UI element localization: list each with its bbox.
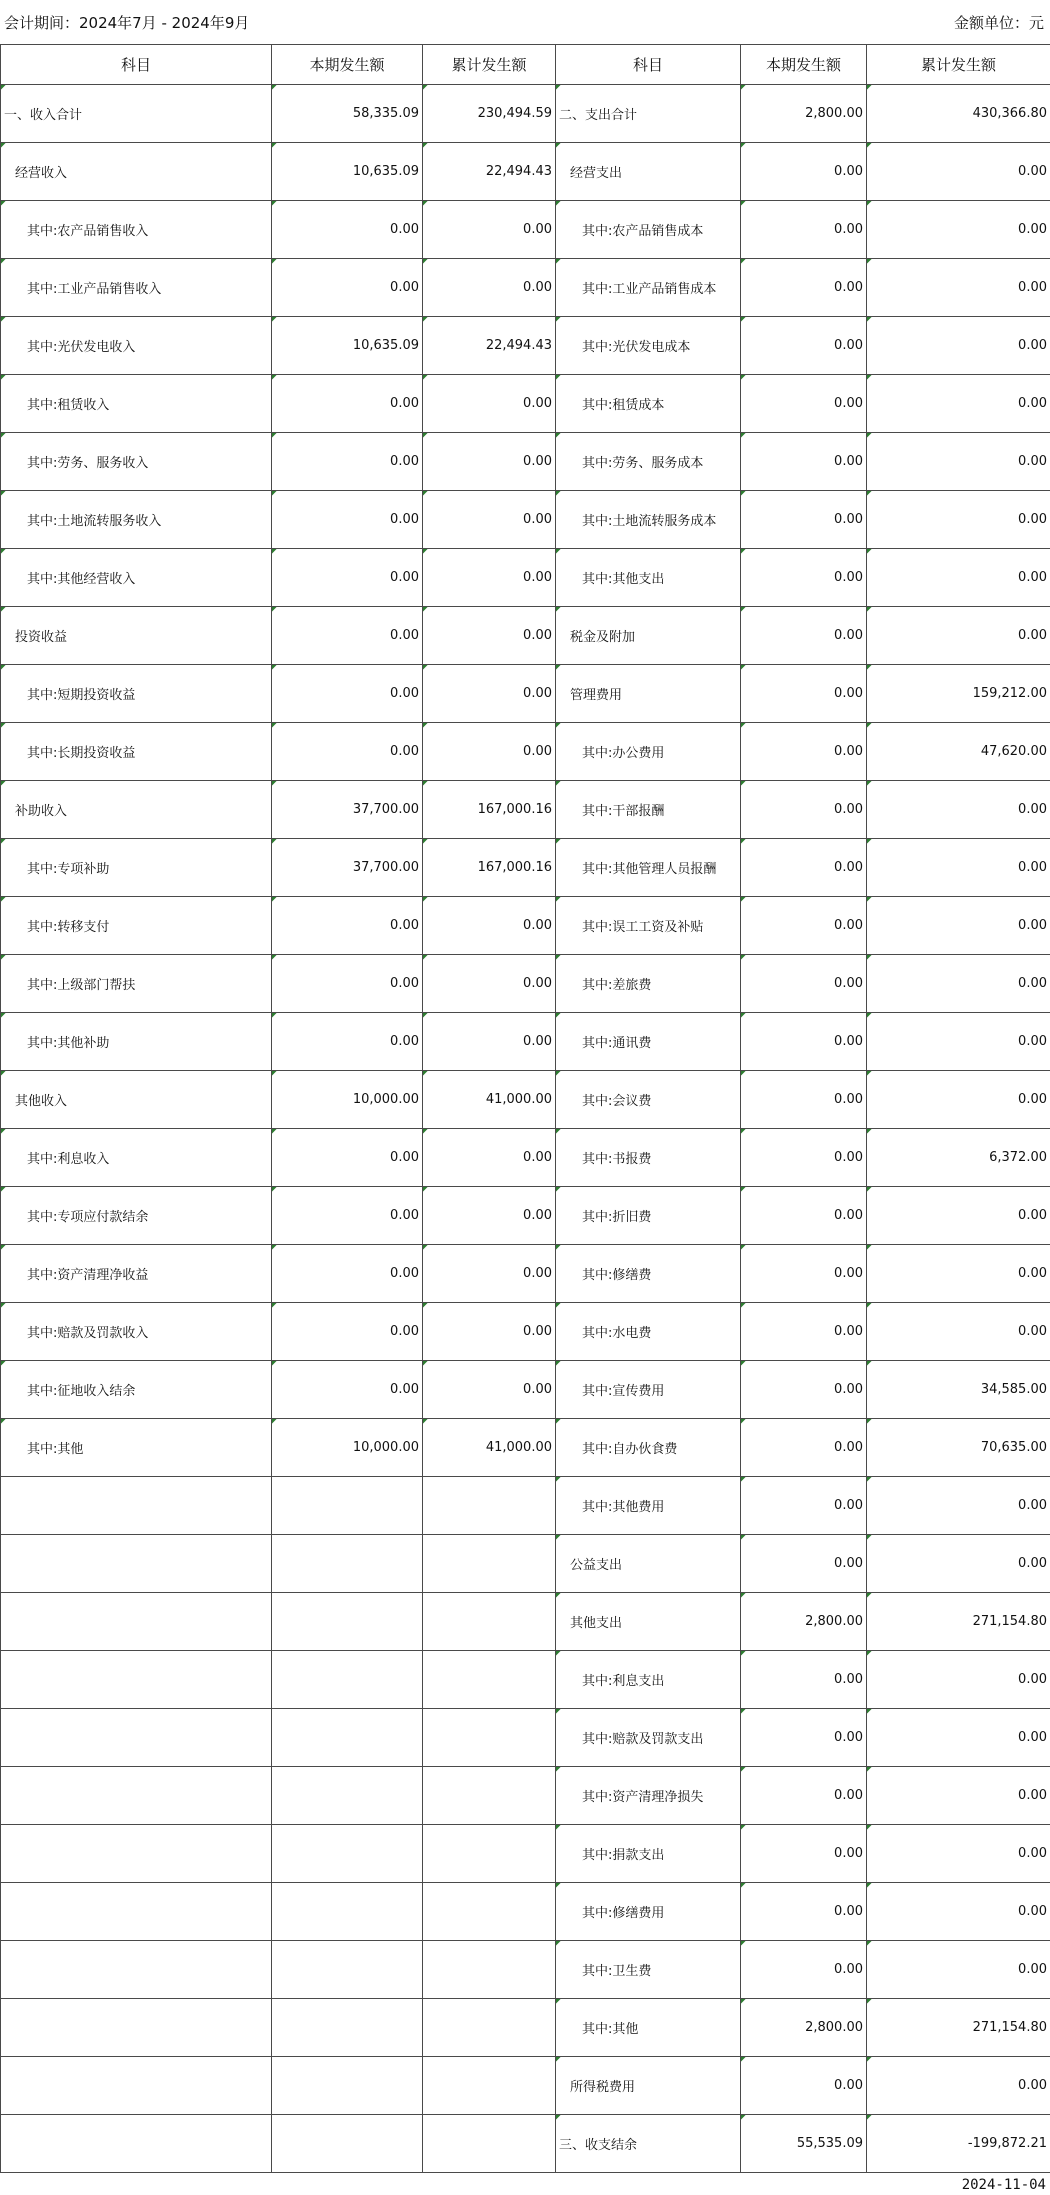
expense-subject-cell: 其中:其他费用 [556,1477,741,1535]
expense-current-amount-cell: 55,535.09 [741,2115,867,2173]
expense-cumulative-amount-cell: 0.00 [867,955,1050,1013]
income-current-amount-cell [272,1593,423,1651]
income-subject-cell: 经营收入 [1,143,272,201]
column-header-subject: 科目 [556,45,741,85]
income-current-amount-cell [272,1825,423,1883]
expense-subject-cell: 其中:其他管理人员报酬 [556,839,741,897]
income-cumulative-amount-cell: 0.00 [423,375,556,433]
income-cumulative-amount-cell [423,1941,556,1999]
income-current-amount-cell: 0.00 [272,1245,423,1303]
income-subject-cell [1,2115,272,2173]
expense-subject-cell: 经营支出 [556,143,741,201]
table-row [1,1129,1050,1187]
expense-current-amount-cell: 0.00 [741,1071,867,1129]
table-row [1,723,1050,781]
expense-subject-cell: 其中:通讯费 [556,1013,741,1071]
expense-subject-cell: 其中:干部报酬 [556,781,741,839]
expense-current-amount-cell: 0.00 [741,897,867,955]
income-current-amount-cell: 0.00 [272,201,423,259]
income-current-amount-cell: 0.00 [272,955,423,1013]
expense-current-amount-cell: 0.00 [741,723,867,781]
expense-current-amount-cell: 0.00 [741,375,867,433]
income-subject-cell: 其中:专项补助 [1,839,272,897]
income-subject-cell: 其中:土地流转服务收入 [1,491,272,549]
expense-cumulative-amount-cell: 0.00 [867,433,1050,491]
expense-cumulative-amount-cell: 0.00 [867,897,1050,955]
expense-subject-cell: 其中:折旧费 [556,1187,741,1245]
income-current-amount-cell [272,1767,423,1825]
income-cumulative-amount-cell: 0.00 [423,549,556,607]
table-row [1,549,1050,607]
income-subject-cell [1,1883,272,1941]
income-subject-cell: 其中:利息收入 [1,1129,272,1187]
income-current-amount-cell: 0.00 [272,607,423,665]
expense-current-amount-cell: 0.00 [741,1825,867,1883]
table-header-row [1,45,1050,85]
income-subject-cell [1,1593,272,1651]
column-header-current-period: 本期发生额 [741,45,867,85]
expense-cumulative-amount-cell: 0.00 [867,1071,1050,1129]
income-cumulative-amount-cell [423,1477,556,1535]
table-row [1,491,1050,549]
expense-subject-cell: 其中:利息支出 [556,1651,741,1709]
expense-subject-cell: 其中:自办伙食费 [556,1419,741,1477]
table-row [1,433,1050,491]
income-current-amount-cell: 58,335.09 [272,85,423,143]
expense-cumulative-amount-cell: 0.00 [867,549,1050,607]
table-row [1,1245,1050,1303]
expense-cumulative-amount-cell: 0.00 [867,2057,1050,2115]
income-current-amount-cell [272,2115,423,2173]
expense-subject-cell: 其他支出 [556,1593,741,1651]
expense-cumulative-amount-cell: 0.00 [867,375,1050,433]
income-cumulative-amount-cell: 22,494.43 [423,143,556,201]
income-current-amount-cell [272,1477,423,1535]
expense-current-amount-cell: 0.00 [741,1767,867,1825]
income-current-amount-cell: 37,700.00 [272,839,423,897]
income-subject-cell [1,1709,272,1767]
income-subject-cell: 其中:租赁收入 [1,375,272,433]
income-cumulative-amount-cell: 0.00 [423,1129,556,1187]
table-row [1,1535,1050,1593]
expense-subject-cell: 税金及附加 [556,607,741,665]
expense-cumulative-amount-cell: 0.00 [867,1767,1050,1825]
expense-subject-cell: 其中:修缮费 [556,1245,741,1303]
expense-current-amount-cell: 0.00 [741,839,867,897]
report-header [0,0,1050,44]
income-cumulative-amount-cell [423,1883,556,1941]
expense-cumulative-amount-cell: 0.00 [867,1651,1050,1709]
expense-current-amount-cell: 0.00 [741,1535,867,1593]
income-current-amount-cell: 0.00 [272,549,423,607]
table-row [1,85,1050,143]
income-subject-cell: 一、收入合计 [1,85,272,143]
table-row [1,2057,1050,2115]
income-cumulative-amount-cell [423,1535,556,1593]
income-cumulative-amount-cell: 0.00 [423,259,556,317]
expense-cumulative-amount-cell: 0.00 [867,781,1050,839]
expense-current-amount-cell: 0.00 [741,1419,867,1477]
income-current-amount-cell [272,1999,423,2057]
income-cumulative-amount-cell: 0.00 [423,723,556,781]
income-current-amount-cell: 0.00 [272,1129,423,1187]
table-row [1,1303,1050,1361]
expense-current-amount-cell: 2,800.00 [741,1593,867,1651]
expense-cumulative-amount-cell: 0.00 [867,1477,1050,1535]
table-row [1,781,1050,839]
expense-current-amount-cell: 0.00 [741,259,867,317]
income-subject-cell: 其中:劳务、服务收入 [1,433,272,491]
income-subject-cell: 其中:农产品销售收入 [1,201,272,259]
income-current-amount-cell: 0.00 [272,1013,423,1071]
expense-subject-cell: 其中:土地流转服务成本 [556,491,741,549]
income-subject-cell [1,1535,272,1593]
table-row [1,1187,1050,1245]
income-subject-cell: 其中:上级部门帮扶 [1,955,272,1013]
expense-subject-cell: 其中:水电费 [556,1303,741,1361]
expense-subject-cell: 所得税费用 [556,2057,741,2115]
currency-unit: 金额单位：元 [953,14,1044,32]
expense-cumulative-amount-cell: 0.00 [867,1825,1050,1883]
table-row [1,1999,1050,2057]
column-header-cumulative: 累计发生额 [423,45,556,85]
column-header-current-period: 本期发生额 [272,45,423,85]
table-row [1,1767,1050,1825]
expense-cumulative-amount-cell: 159,212.00 [867,665,1050,723]
income-cumulative-amount-cell: 41,000.00 [423,1071,556,1129]
column-header-subject: 科目 [1,45,272,85]
expense-current-amount-cell: 0.00 [741,1651,867,1709]
expense-cumulative-amount-cell: 271,154.80 [867,1999,1050,2057]
income-current-amount-cell [272,1709,423,1767]
print-date: 2024-11-04 [961,2177,1046,2193]
income-cumulative-amount-cell: 0.00 [423,1245,556,1303]
expense-cumulative-amount-cell: 6,372.00 [867,1129,1050,1187]
table-row [1,1883,1050,1941]
table-row [1,1477,1050,1535]
expense-subject-cell: 其中:差旅费 [556,955,741,1013]
expense-current-amount-cell: 0.00 [741,491,867,549]
table-row [1,143,1050,201]
expense-cumulative-amount-cell: 0.00 [867,1709,1050,1767]
income-current-amount-cell: 0.00 [272,491,423,549]
expense-current-amount-cell: 0.00 [741,549,867,607]
income-subject-cell: 其中:征地收入结余 [1,1361,272,1419]
income-subject-cell: 其中:其他经营收入 [1,549,272,607]
income-subject-cell [1,1651,272,1709]
expense-current-amount-cell: 0.00 [741,1883,867,1941]
income-cumulative-amount-cell: 0.00 [423,897,556,955]
table-body [1,85,1050,2173]
income-cumulative-amount-cell: 0.00 [423,201,556,259]
expense-current-amount-cell: 0.00 [741,781,867,839]
income-cumulative-amount-cell: 0.00 [423,433,556,491]
income-current-amount-cell: 0.00 [272,433,423,491]
income-current-amount-cell: 0.00 [272,259,423,317]
income-cumulative-amount-cell: 0.00 [423,1187,556,1245]
expense-subject-cell: 其中:书报费 [556,1129,741,1187]
table-row [1,375,1050,433]
expense-cumulative-amount-cell: 0.00 [867,1303,1050,1361]
expense-cumulative-amount-cell: 0.00 [867,1013,1050,1071]
expense-cumulative-amount-cell: 0.00 [867,607,1050,665]
income-cumulative-amount-cell: 0.00 [423,1361,556,1419]
table-row [1,1419,1050,1477]
expense-current-amount-cell: 2,800.00 [741,1999,867,2057]
table-row [1,607,1050,665]
expense-current-amount-cell: 0.00 [741,2057,867,2115]
expense-current-amount-cell: 0.00 [741,1245,867,1303]
expense-subject-cell: 其中:光伏发电成本 [556,317,741,375]
expense-cumulative-amount-cell: 0.00 [867,1245,1050,1303]
income-current-amount-cell: 0.00 [272,665,423,723]
expense-current-amount-cell: 0.00 [741,955,867,1013]
expense-subject-cell: 公益支出 [556,1535,741,1593]
expense-current-amount-cell: 0.00 [741,1709,867,1767]
income-cumulative-amount-cell: 230,494.59 [423,85,556,143]
table-row [1,1651,1050,1709]
income-current-amount-cell: 10,000.00 [272,1419,423,1477]
income-current-amount-cell: 37,700.00 [272,781,423,839]
income-subject-cell: 其中:其他 [1,1419,272,1477]
expense-subject-cell: 其中:捐款支出 [556,1825,741,1883]
income-subject-cell: 其中:短期投资收益 [1,665,272,723]
expense-cumulative-amount-cell: 70,635.00 [867,1419,1050,1477]
table-row [1,201,1050,259]
income-current-amount-cell: 0.00 [272,1187,423,1245]
table-row [1,1593,1050,1651]
income-cumulative-amount-cell [423,2115,556,2173]
income-subject-cell [1,1477,272,1535]
column-header-cumulative: 累计发生额 [867,45,1050,85]
expense-current-amount-cell: 0.00 [741,1303,867,1361]
expense-cumulative-amount-cell: -199,872.21 [867,2115,1050,2173]
table-row [1,259,1050,317]
expense-subject-cell: 二、支出合计 [556,85,741,143]
expense-subject-cell: 其中:工业产品销售成本 [556,259,741,317]
table-row [1,1361,1050,1419]
income-cumulative-amount-cell [423,1999,556,2057]
expense-cumulative-amount-cell: 271,154.80 [867,1593,1050,1651]
expense-current-amount-cell: 0.00 [741,433,867,491]
expense-cumulative-amount-cell: 0.00 [867,1941,1050,1999]
income-subject-cell: 其中:其他补助 [1,1013,272,1071]
expense-current-amount-cell: 0.00 [741,607,867,665]
income-current-amount-cell [272,2057,423,2115]
income-current-amount-cell: 10,635.09 [272,317,423,375]
income-cumulative-amount-cell [423,1709,556,1767]
table-row [1,2115,1050,2173]
expense-current-amount-cell: 0.00 [741,1941,867,1999]
expense-cumulative-amount-cell: 0.00 [867,143,1050,201]
expense-cumulative-amount-cell: 47,620.00 [867,723,1050,781]
income-cumulative-amount-cell: 22,494.43 [423,317,556,375]
expense-current-amount-cell: 0.00 [741,201,867,259]
income-cumulative-amount-cell: 0.00 [423,491,556,549]
table-row [1,1825,1050,1883]
expense-subject-cell: 其中:办公费用 [556,723,741,781]
expense-current-amount-cell: 0.00 [741,1361,867,1419]
income-current-amount-cell: 0.00 [272,1303,423,1361]
expense-subject-cell: 其中:其他 [556,1999,741,2057]
income-subject-cell: 其中:专项应付款结余 [1,1187,272,1245]
expense-cumulative-amount-cell: 34,585.00 [867,1361,1050,1419]
income-subject-cell: 其中:赔款及罚款收入 [1,1303,272,1361]
income-cumulative-amount-cell [423,2057,556,2115]
income-current-amount-cell: 0.00 [272,723,423,781]
income-subject-cell: 其中:工业产品销售收入 [1,259,272,317]
table-row [1,1941,1050,1999]
income-cumulative-amount-cell: 0.00 [423,1303,556,1361]
expense-subject-cell: 其中:租赁成本 [556,375,741,433]
expense-cumulative-amount-cell: 0.00 [867,839,1050,897]
expense-subject-cell: 其中:误工工资及补贴 [556,897,741,955]
income-current-amount-cell [272,1883,423,1941]
income-cumulative-amount-cell [423,1825,556,1883]
table-row [1,1071,1050,1129]
income-cumulative-amount-cell: 0.00 [423,1013,556,1071]
expense-subject-cell: 其中:修缮费用 [556,1883,741,1941]
expense-cumulative-amount-cell: 430,366.80 [867,85,1050,143]
income-cumulative-amount-cell: 0.00 [423,665,556,723]
income-subject-cell: 其中:光伏发电收入 [1,317,272,375]
income-current-amount-cell: 10,000.00 [272,1071,423,1129]
expense-subject-cell: 其中:赔款及罚款支出 [556,1709,741,1767]
income-cumulative-amount-cell [423,1651,556,1709]
table-row [1,1709,1050,1767]
income-subject-cell [1,1999,272,2057]
income-current-amount-cell [272,1941,423,1999]
table-row [1,897,1050,955]
expense-subject-cell: 其中:资产清理净损失 [556,1767,741,1825]
expense-current-amount-cell: 0.00 [741,1129,867,1187]
income-cumulative-amount-cell: 41,000.00 [423,1419,556,1477]
expense-subject-cell: 其中:劳务、服务成本 [556,433,741,491]
income-cumulative-amount-cell: 167,000.16 [423,781,556,839]
income-subject-cell [1,1825,272,1883]
expense-current-amount-cell: 2,800.00 [741,85,867,143]
expense-cumulative-amount-cell: 0.00 [867,1883,1050,1941]
expense-current-amount-cell: 0.00 [741,317,867,375]
income-cumulative-amount-cell [423,1593,556,1651]
expense-cumulative-amount-cell: 0.00 [867,201,1050,259]
income-subject-cell: 其他收入 [1,1071,272,1129]
income-subject-cell [1,2057,272,2115]
expense-current-amount-cell: 0.00 [741,1187,867,1245]
expense-subject-cell: 其中:会议费 [556,1071,741,1129]
table-row [1,1013,1050,1071]
expense-subject-cell: 三、收支结余 [556,2115,741,2173]
table-row [1,955,1050,1013]
income-cumulative-amount-cell: 0.00 [423,607,556,665]
expense-current-amount-cell: 0.00 [741,1013,867,1071]
income-current-amount-cell: 0.00 [272,375,423,433]
expense-subject-cell: 其中:宣传费用 [556,1361,741,1419]
expense-current-amount-cell: 0.00 [741,665,867,723]
expense-subject-cell: 其中:农产品销售成本 [556,201,741,259]
table-row [1,317,1050,375]
income-cumulative-amount-cell [423,1767,556,1825]
income-current-amount-cell: 0.00 [272,897,423,955]
expense-cumulative-amount-cell: 0.00 [867,259,1050,317]
income-current-amount-cell [272,1535,423,1593]
income-subject-cell: 投资收益 [1,607,272,665]
expense-cumulative-amount-cell: 0.00 [867,491,1050,549]
accounting-period: 会计期间：2024年7月 - 2024年9月 [4,14,250,32]
expense-cumulative-amount-cell: 0.00 [867,1187,1050,1245]
expense-subject-cell: 管理费用 [556,665,741,723]
expense-subject-cell: 其中:卫生费 [556,1941,741,1999]
expense-current-amount-cell: 0.00 [741,143,867,201]
income-current-amount-cell: 10,635.09 [272,143,423,201]
income-cumulative-amount-cell: 0.00 [423,955,556,1013]
income-subject-cell: 其中:转移支付 [1,897,272,955]
income-subject-cell: 其中:资产清理净收益 [1,1245,272,1303]
income-subject-cell [1,1767,272,1825]
expense-cumulative-amount-cell: 0.00 [867,1535,1050,1593]
table-row [1,839,1050,897]
expense-current-amount-cell: 0.00 [741,1477,867,1535]
income-current-amount-cell: 0.00 [272,1361,423,1419]
expense-subject-cell: 其中:其他支出 [556,549,741,607]
income-expenditure-table [0,44,1050,2173]
income-subject-cell: 其中:长期投资收益 [1,723,272,781]
income-current-amount-cell [272,1651,423,1709]
table-row [1,665,1050,723]
expense-cumulative-amount-cell: 0.00 [867,317,1050,375]
income-subject-cell: 补助收入 [1,781,272,839]
income-cumulative-amount-cell: 167,000.16 [423,839,556,897]
income-subject-cell [1,1941,272,1999]
